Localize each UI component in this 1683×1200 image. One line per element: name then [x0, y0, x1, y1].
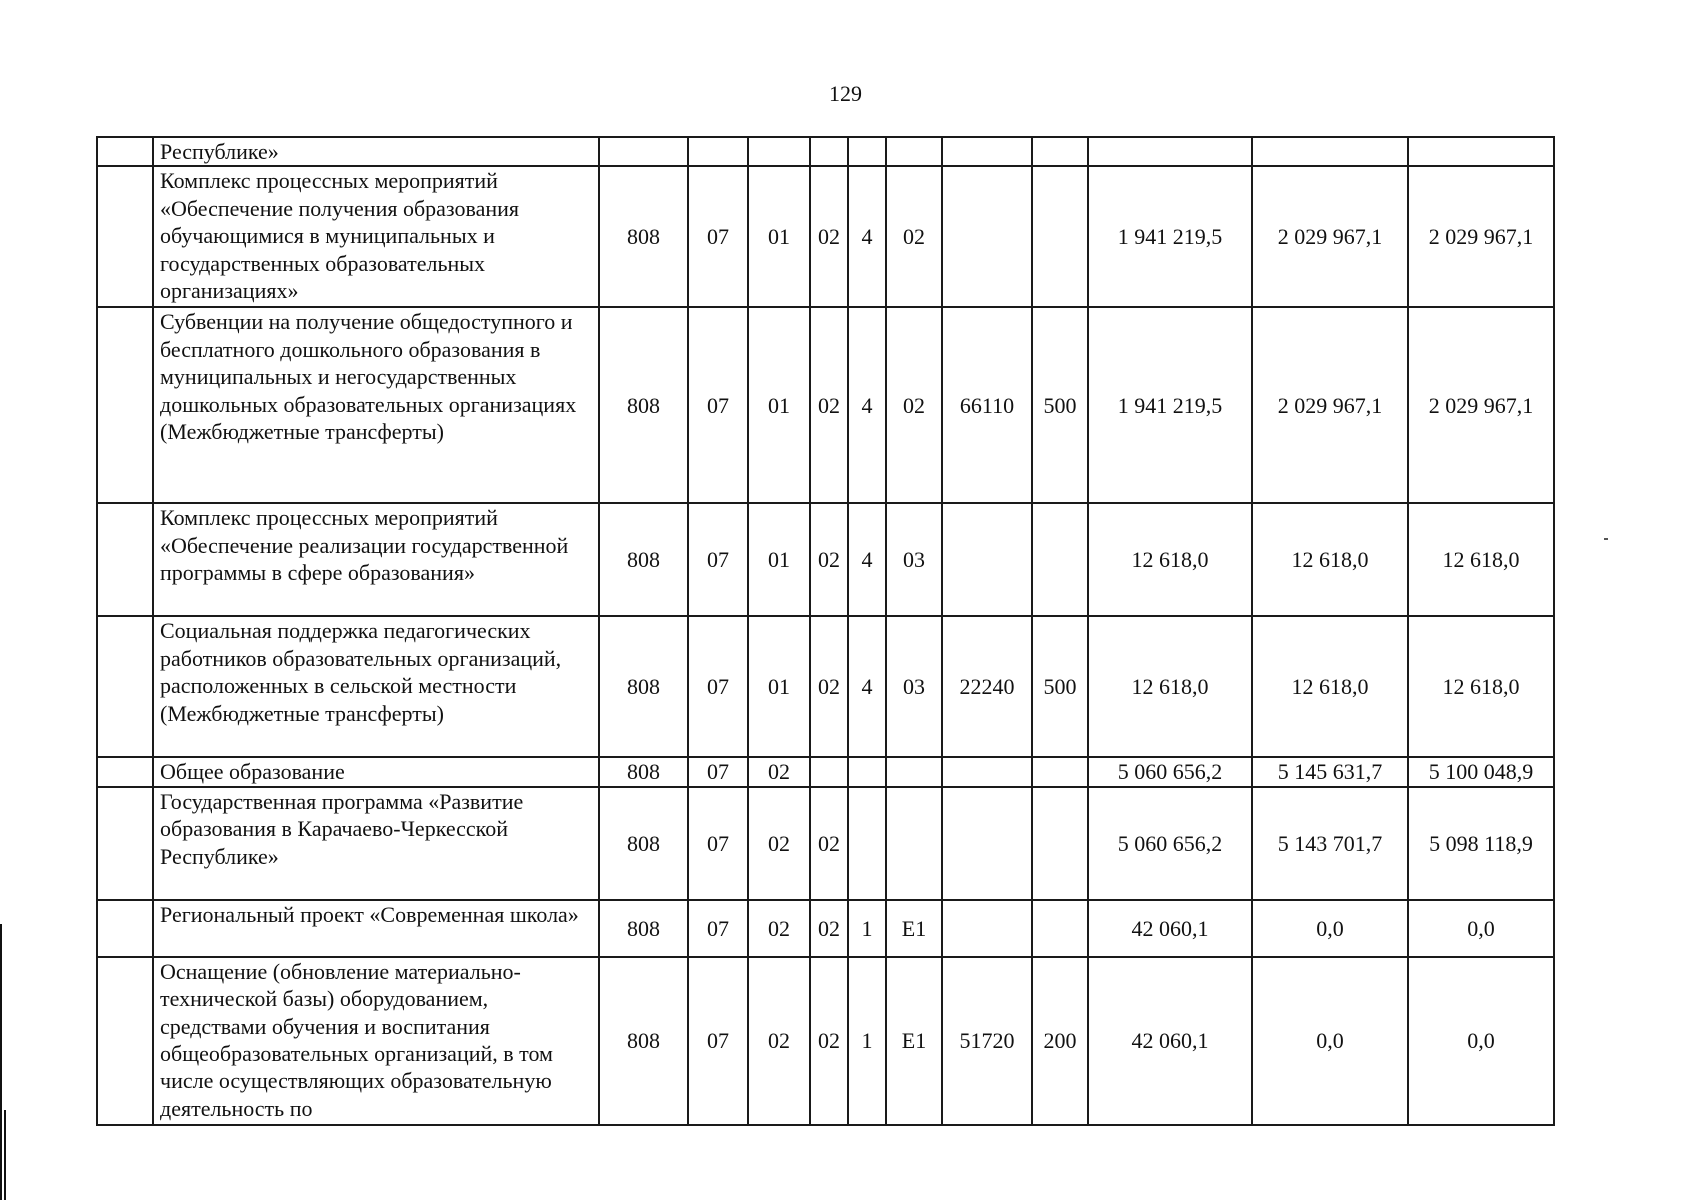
item-name-cell: Общее образование [153, 757, 599, 786]
direction-cell [886, 757, 942, 786]
amount-year2-cell: 0,0 [1252, 900, 1408, 957]
row-number-cell [97, 137, 153, 166]
subsection-cell [748, 137, 810, 166]
amount-year3-cell: 0,0 [1408, 957, 1554, 1125]
amount-year2-cell: 5 143 701,7 [1252, 787, 1408, 900]
direction-cell [886, 137, 942, 166]
table-row [97, 137, 1554, 166]
section-cell: 07 [688, 900, 748, 957]
row-number-cell [97, 787, 153, 900]
direction-cell: Е1 [886, 900, 942, 957]
subsection-cell: 01 [748, 503, 810, 616]
section-cell: 07 [688, 307, 748, 503]
program-cell: 02 [810, 503, 848, 616]
amount-year3-cell: 5 100 048,9 [1408, 757, 1554, 786]
amount-year2-cell: 12 618,0 [1252, 503, 1408, 616]
grbs-cell: 808 [599, 957, 688, 1125]
target-article-cell [942, 757, 1032, 786]
expense-type-cell: 200 [1032, 957, 1088, 1125]
scan-margin-line [4, 1110, 6, 1200]
item-name-cell: Комплекс процессных мероприятий «Обеспечение реализации государственной программы в сфере образования» [153, 503, 599, 616]
section-cell: 07 [688, 503, 748, 616]
table-row [97, 616, 1554, 757]
amount-year2-cell: 2 029 967,1 [1252, 166, 1408, 307]
subprogram-cell [848, 787, 886, 900]
subsection-cell: 01 [748, 307, 810, 503]
item-name-cell: Субвенции на получение общедоступного и бесплатного дошкольного образования в муниципальных и негосударственных дошкольных образовательных организациях (Межбюджетные трансферты) [153, 307, 599, 503]
table-row [97, 900, 1554, 957]
table-row [97, 503, 1554, 616]
expense-type-cell [1032, 166, 1088, 307]
table-row [97, 787, 1554, 900]
amount-year1-cell: 1 941 219,5 [1088, 166, 1252, 307]
amount-year2-cell: 2 029 967,1 [1252, 307, 1408, 503]
subprogram-cell: 4 [848, 616, 886, 757]
item-name-cell: Оснащение (обновление материально-технической базы) оборудованием, средствами обучения и воспитания общеобразовательных организаций, в том числе осуществляющих образовательную деятельность по [153, 957, 599, 1125]
amount-year1-cell: 12 618,0 [1088, 616, 1252, 757]
target-article-cell [942, 787, 1032, 900]
subsection-cell: 01 [748, 166, 810, 307]
subprogram-cell: 4 [848, 503, 886, 616]
amount-year2-cell: 5 145 631,7 [1252, 757, 1408, 786]
amount-year3-cell: 0,0 [1408, 900, 1554, 957]
subprogram-cell [848, 137, 886, 166]
row-number-cell [97, 503, 153, 616]
program-cell [810, 757, 848, 786]
program-cell: 02 [810, 900, 848, 957]
table-row [97, 166, 1554, 307]
amount-year1-cell [1088, 137, 1252, 166]
amount-year3-cell: 5 098 118,9 [1408, 787, 1554, 900]
grbs-cell: 808 [599, 757, 688, 786]
section-cell: 07 [688, 757, 748, 786]
subprogram-cell: 1 [848, 900, 886, 957]
row-number-cell [97, 900, 153, 957]
target-article-cell [942, 900, 1032, 957]
table-body [97, 137, 1554, 1125]
amount-year3-cell: 12 618,0 [1408, 616, 1554, 757]
grbs-cell: 808 [599, 787, 688, 900]
direction-cell: 03 [886, 503, 942, 616]
table-row [97, 957, 1554, 1125]
item-name-cell: Комплекс процессных мероприятий «Обеспечение получения образования обучающимися в муниципальных и государственных образовательных организациях» [153, 166, 599, 307]
grbs-cell: 808 [599, 900, 688, 957]
program-cell: 02 [810, 307, 848, 503]
expense-type-cell: 500 [1032, 616, 1088, 757]
page-number: 129 [829, 81, 862, 106]
item-name-cell: Региональный проект «Современная школа» [153, 900, 599, 957]
subprogram-cell: 1 [848, 957, 886, 1125]
program-cell: 02 [810, 787, 848, 900]
program-cell: 02 [810, 166, 848, 307]
expense-type-cell [1032, 787, 1088, 900]
amount-year2-cell: 12 618,0 [1252, 616, 1408, 757]
expense-type-cell [1032, 137, 1088, 166]
subprogram-cell: 4 [848, 307, 886, 503]
row-number-cell [97, 166, 153, 307]
target-article-cell: 22240 [942, 616, 1032, 757]
grbs-cell: 808 [599, 307, 688, 503]
row-number-cell [97, 307, 153, 503]
amount-year1-cell: 1 941 219,5 [1088, 307, 1252, 503]
expense-type-cell [1032, 503, 1088, 616]
section-cell: 07 [688, 957, 748, 1125]
section-cell: 07 [688, 166, 748, 307]
amount-year2-cell: 0,0 [1252, 957, 1408, 1125]
target-article-cell [942, 166, 1032, 307]
subsection-cell: 02 [748, 787, 810, 900]
section-cell: 07 [688, 787, 748, 900]
subsection-cell: 02 [748, 757, 810, 786]
section-cell: 07 [688, 616, 748, 757]
subprogram-cell: 4 [848, 166, 886, 307]
item-name-cell: Социальная поддержка педагогических работников образовательных организаций, расположенных в сельской местности (Межбюджетные трансферты) [153, 616, 599, 757]
subsection-cell: 02 [748, 957, 810, 1125]
row-number-cell [97, 957, 153, 1125]
subprogram-cell [848, 757, 886, 786]
direction-cell: 02 [886, 166, 942, 307]
subsection-cell: 01 [748, 616, 810, 757]
target-article-cell: 51720 [942, 957, 1032, 1125]
item-name-cell: Государственная программа «Развитие образования в Карачаево-Черкесской Республике» [153, 787, 599, 900]
direction-cell: 02 [886, 307, 942, 503]
amount-year2-cell [1252, 137, 1408, 166]
direction-cell: 03 [886, 616, 942, 757]
grbs-cell: 808 [599, 503, 688, 616]
amount-year1-cell: 42 060,1 [1088, 957, 1252, 1125]
item-name-cell: Республике» [153, 137, 599, 166]
expense-type-cell [1032, 757, 1088, 786]
program-cell [810, 137, 848, 166]
amount-year3-cell [1408, 137, 1554, 166]
expense-type-cell [1032, 900, 1088, 957]
target-article-cell [942, 137, 1032, 166]
target-article-cell [942, 503, 1032, 616]
direction-cell [886, 787, 942, 900]
grbs-cell [599, 137, 688, 166]
budget-table [96, 136, 1555, 1126]
amount-year1-cell: 5 060 656,2 [1088, 757, 1252, 786]
row-number-cell [97, 757, 153, 786]
row-number-cell [97, 616, 153, 757]
table-row [97, 307, 1554, 503]
amount-year3-cell: 12 618,0 [1408, 503, 1554, 616]
grbs-cell: 808 [599, 616, 688, 757]
expense-type-cell: 500 [1032, 307, 1088, 503]
subsection-cell: 02 [748, 900, 810, 957]
program-cell: 02 [810, 616, 848, 757]
table-row [97, 757, 1554, 786]
amount-year3-cell: 2 029 967,1 [1408, 307, 1554, 503]
amount-year1-cell: 5 060 656,2 [1088, 787, 1252, 900]
scan-margin-line [0, 924, 2, 1200]
target-article-cell: 66110 [942, 307, 1032, 503]
direction-cell: Е1 [886, 957, 942, 1125]
scan-speck [1604, 538, 1608, 540]
grbs-cell: 808 [599, 166, 688, 307]
amount-year3-cell: 2 029 967,1 [1408, 166, 1554, 307]
section-cell [688, 137, 748, 166]
program-cell: 02 [810, 957, 848, 1125]
amount-year1-cell: 12 618,0 [1088, 503, 1252, 616]
amount-year1-cell: 42 060,1 [1088, 900, 1252, 957]
